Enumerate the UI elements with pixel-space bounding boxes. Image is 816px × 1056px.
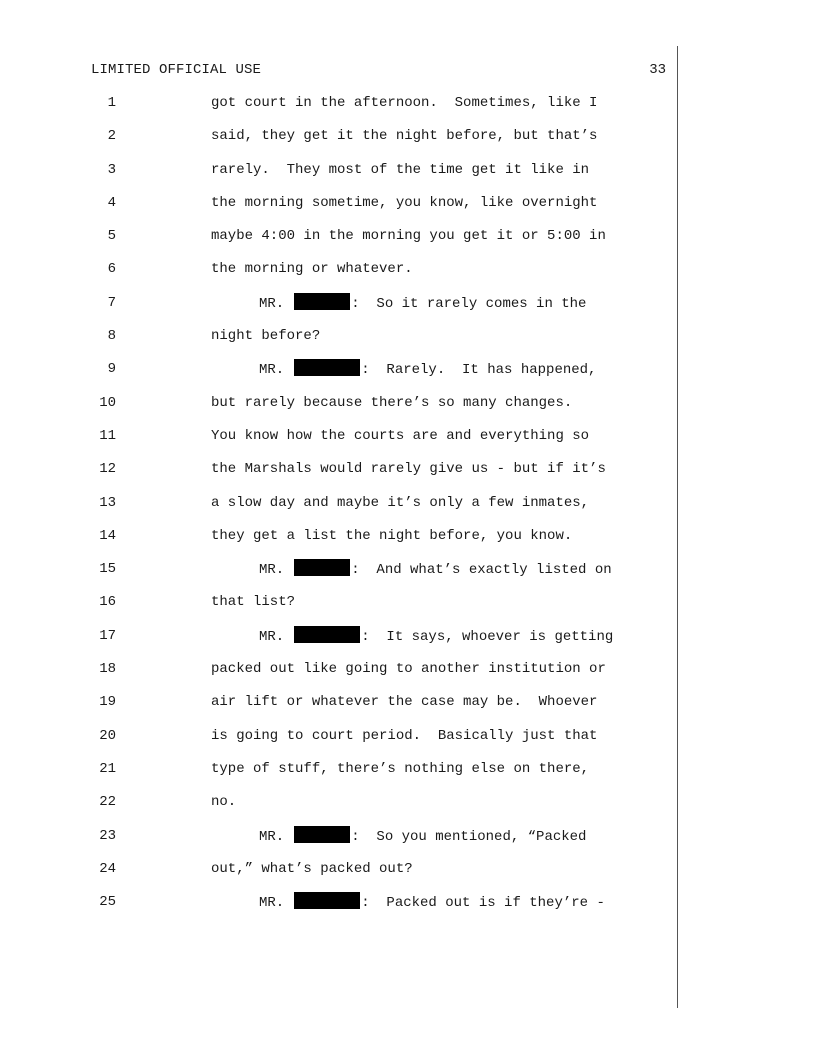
- line-number: 7: [107, 294, 116, 311]
- transcript-line: [0, 526, 816, 559]
- speaker-title: MR.: [259, 362, 285, 379]
- redaction-box: [294, 559, 350, 576]
- line-text: they get a list the night before, you know.: [211, 527, 573, 544]
- line-text: night before?: [211, 328, 321, 345]
- redaction-box: [294, 892, 360, 909]
- line-number: 1: [107, 95, 116, 111]
- redaction-box: [294, 826, 350, 843]
- line-text: the morning sometime, you know, like overnight: [211, 194, 598, 211]
- line-text: but rarely because there’s so many changes.: [211, 394, 573, 411]
- line-number: 21: [99, 760, 116, 777]
- transcript-line: [0, 692, 816, 725]
- speaker-title: MR.: [259, 628, 285, 645]
- line-number: 17: [99, 627, 116, 644]
- transcript-line: [0, 426, 816, 459]
- line-number: 3: [107, 161, 116, 178]
- transcript-line: [0, 160, 816, 193]
- line-text: : So it rarely comes in the: [351, 295, 587, 312]
- line-number: 20: [99, 727, 116, 744]
- speaker-title: MR.: [259, 562, 285, 579]
- transcript-line: [0, 792, 816, 825]
- transcript-line: [0, 726, 816, 759]
- transcript-line: [0, 626, 816, 659]
- line-text: got court in the afternoon. Sometimes, like I: [211, 95, 598, 111]
- line-number: 6: [107, 261, 116, 278]
- speaker-title: MR.: [259, 895, 285, 912]
- line-text: : Rarely. It has happened,: [361, 362, 597, 379]
- transcript-line: [0, 359, 816, 392]
- transcript-line: [0, 226, 816, 259]
- line-number: 15: [99, 561, 116, 578]
- line-number: 5: [107, 228, 116, 245]
- transcript-line: [0, 93, 816, 126]
- line-number: 24: [99, 860, 116, 877]
- line-number: 18: [99, 661, 116, 678]
- line-number: 19: [99, 694, 116, 711]
- redaction-box: [294, 359, 360, 376]
- line-text: You know how the courts are and everything so: [211, 427, 590, 444]
- line-text: packed out like going to another institution or: [211, 661, 606, 678]
- line-text: type of stuff, there’s nothing else on there,: [211, 760, 590, 777]
- transcript-line: [0, 659, 816, 692]
- speaker-line: [259, 559, 612, 580]
- speaker-line: [259, 892, 605, 913]
- line-text: that list?: [211, 594, 296, 611]
- line-number: 9: [107, 361, 116, 378]
- speaker-line: [259, 826, 586, 847]
- line-number: 10: [99, 394, 116, 411]
- speaker-line: [259, 293, 586, 314]
- line-text: the morning or whatever.: [211, 261, 413, 278]
- transcript-line: [0, 759, 816, 792]
- line-text: no.: [211, 794, 237, 811]
- transcript-line: [0, 859, 816, 892]
- line-text: out,” what’s packed out?: [211, 860, 413, 877]
- transcript-line: [0, 193, 816, 226]
- line-text: is going to court period. Basically just that: [211, 727, 598, 744]
- transcript-line: [0, 493, 816, 526]
- speaker-line: [259, 359, 596, 380]
- line-number: 11: [99, 427, 116, 444]
- transcript-line: [0, 459, 816, 492]
- line-number: 25: [99, 894, 116, 911]
- transcript-line: [0, 892, 816, 925]
- transcript-line: [0, 293, 816, 326]
- transcript-line: [0, 126, 816, 159]
- classification-header: LIMITED OFFICIAL USE: [91, 62, 262, 78]
- line-number: 22: [99, 794, 116, 811]
- line-number: 12: [99, 461, 116, 478]
- line-number: 2: [107, 128, 116, 145]
- speaker-line: [259, 626, 613, 647]
- transcript-line: [0, 393, 816, 426]
- line-number: 23: [99, 827, 116, 844]
- transcript-line: [0, 826, 816, 859]
- line-number: 16: [99, 594, 116, 611]
- speaker-title: MR.: [259, 828, 285, 845]
- line-text: the Marshals would rarely give us - but if it’s: [211, 461, 606, 478]
- transcript-line: [0, 592, 816, 625]
- transcript-lines: [0, 93, 816, 925]
- line-text: : It says, whoever is getting: [361, 628, 614, 645]
- transcript-line: [0, 559, 816, 592]
- transcript-line: [0, 259, 816, 292]
- line-text: a slow day and maybe it’s only a few inmates,: [211, 494, 590, 511]
- line-number: 14: [99, 527, 116, 544]
- line-text: air lift or whatever the case may be. Whoever: [211, 694, 598, 711]
- line-text: : And what’s exactly listed on: [351, 562, 612, 579]
- line-text: maybe 4:00 in the morning you get it or 5:00 in: [211, 228, 606, 245]
- line-number: 8: [107, 328, 116, 345]
- speaker-title: MR.: [259, 295, 285, 312]
- redaction-box: [294, 626, 360, 643]
- line-text: rarely. They most of the time get it like in: [211, 161, 590, 178]
- page-number: 33: [649, 62, 666, 78]
- redaction-box: [294, 293, 350, 310]
- line-number: 4: [107, 194, 116, 211]
- line-text: : So you mentioned, “Packed: [351, 828, 587, 845]
- line-text: said, they get it the night before, but that’s: [211, 128, 598, 145]
- transcript-line: [0, 326, 816, 359]
- line-number: 13: [99, 494, 116, 511]
- line-text: : Packed out is if they’re -: [361, 895, 605, 912]
